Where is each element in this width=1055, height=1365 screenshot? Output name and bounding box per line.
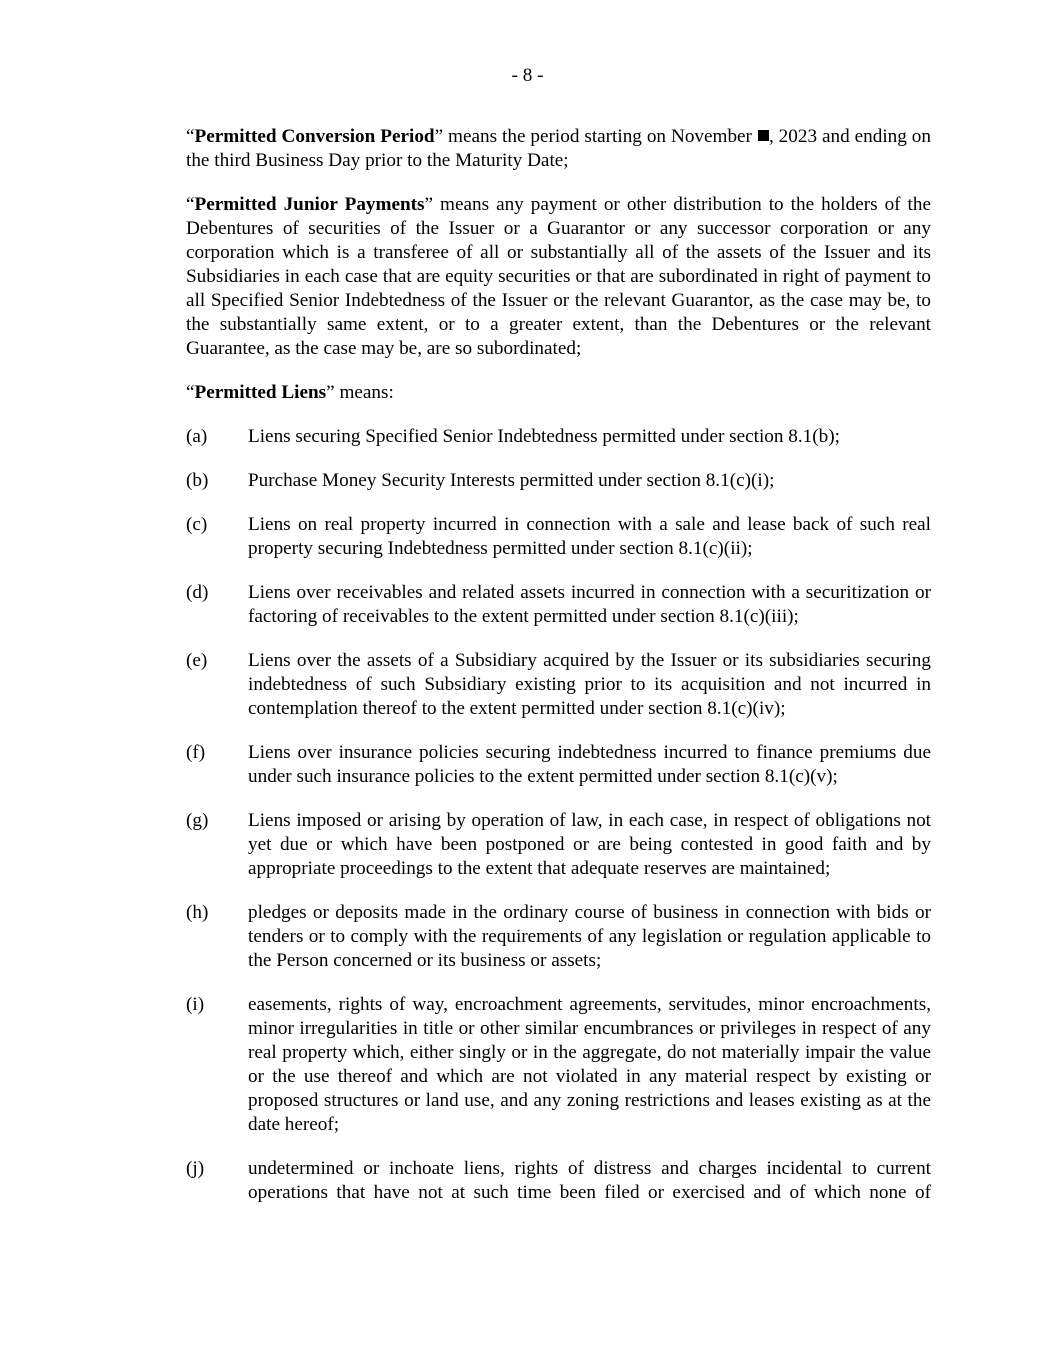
definition-permitted-liens [186, 381, 931, 405]
list-item-label: (d) [186, 582, 209, 603]
list-item-label: (a) [186, 426, 208, 447]
page-number: - 8 - [511, 65, 544, 86]
list-item-text: Liens over receivables and related assets incurred in connection with a securitization or factoring of receivables to the extent permitted under section 8.1(c)(iii); [248, 582, 931, 627]
page-content [186, 125, 931, 1225]
defined-term: Permitted Junior Payments [194, 194, 425, 215]
definition-permitted-junior-payments [186, 193, 931, 361]
lien-item-j [186, 1157, 931, 1205]
list-item-text: undetermined or inchoate liens, rights of distress and charges incidental to current operations that have not at such time been filed or exercised and of which none of [248, 1158, 931, 1203]
list-item-text: Liens on real property incurred in connection with a sale and lease back of such real property securing Indebtedness permitted under section 8.1(c)(ii); [248, 514, 931, 559]
list-item-label: (e) [186, 650, 208, 671]
list-item-label: (g) [186, 810, 209, 831]
lien-item-d [186, 581, 931, 629]
list-item-text: Liens over insurance policies securing indebtedness incurred to finance premiums due under such insurance policies to the extent permitted under section 8.1(c)(v); [248, 742, 931, 787]
lien-item-g [186, 809, 931, 881]
list-item-text: Liens imposed or arising by operation of law, in each case, in respect of obligations not yet due or which have been postponed or are being contested in good faith and by appropriate proceedings to the extent that adequate reserves are maintained; [248, 810, 931, 879]
lien-item-b [186, 469, 931, 493]
list-item-label: (j) [186, 1158, 205, 1179]
lien-item-a [186, 425, 931, 449]
open-quote: “ [186, 382, 195, 403]
list-item-label: (h) [186, 902, 209, 923]
list-item-text: Purchase Money Security Interests permitted under section 8.1(c)(i); [248, 470, 775, 491]
lien-item-f [186, 741, 931, 789]
list-item-label: (c) [186, 514, 208, 535]
definition-text: ” means any payment or other distribution to the holders of the Debentures of securities of the Issuer or a Guarantor or any successor corporation or any corporation which is a transferee of all or substantially all of the assets of the Issuer and its Subsidiaries in each case that are equity securities or that are subordinated in right of payment to all Specified Senior Indebtedness of the Issuer or the relevant Guarantor, as the case may be, to the substantially same extent, or to a greater extent, than the Debentures or the relevant Guarantee, as the case may be, are so subordinated; [186, 194, 931, 359]
lien-item-h [186, 901, 931, 973]
lien-item-i [186, 993, 931, 1137]
open-quote: “ [186, 194, 195, 215]
definition-text: ” means the period starting on November [434, 126, 752, 147]
open-quote: “ [186, 126, 195, 147]
definition-text-continued: , 2023 and ending on the third Business Day prior to the Maturity Date; [186, 126, 931, 171]
definition-permitted-conversion-period [186, 125, 931, 173]
list-item-label: (b) [186, 470, 209, 491]
defined-term: Permitted Liens [194, 382, 327, 403]
placeholder-square-mark [758, 130, 769, 141]
lien-item-c [186, 513, 931, 561]
permitted-liens-list [186, 425, 931, 1205]
list-item-label: (f) [186, 742, 206, 763]
list-item-label: (i) [186, 994, 205, 1015]
definition-text: ” means: [326, 382, 394, 403]
lien-item-e [186, 649, 931, 721]
list-item-text: pledges or deposits made in the ordinary course of business in connection with bids or tenders or to comply with the requirements of any legislation or regulation applicable to the Person concerned or its business or assets; [248, 902, 931, 971]
defined-term: Permitted Conversion Period [194, 126, 435, 147]
list-item-text: Liens securing Specified Senior Indebtedness permitted under section 8.1(b); [248, 426, 840, 447]
list-item-text: Liens over the assets of a Subsidiary acquired by the Issuer or its subsidiaries securing indebtedness of such Subsidiary existing prior to its acquisition and not incurred in contemplation thereof to the extent permitted under section 8.1(c)(iv); [248, 650, 931, 719]
list-item-text: easements, rights of way, encroachment agreements, servitudes, minor encroachments, minor irregularities in title or other similar encumbrances or privileges in respect of any real property which, either singly or in the aggregate, do not materially impair the value or the use thereof and which are not violated in any material respect by existing or proposed structures or land use, and any zoning restrictions and leases existing as at the date hereof; [248, 994, 931, 1135]
